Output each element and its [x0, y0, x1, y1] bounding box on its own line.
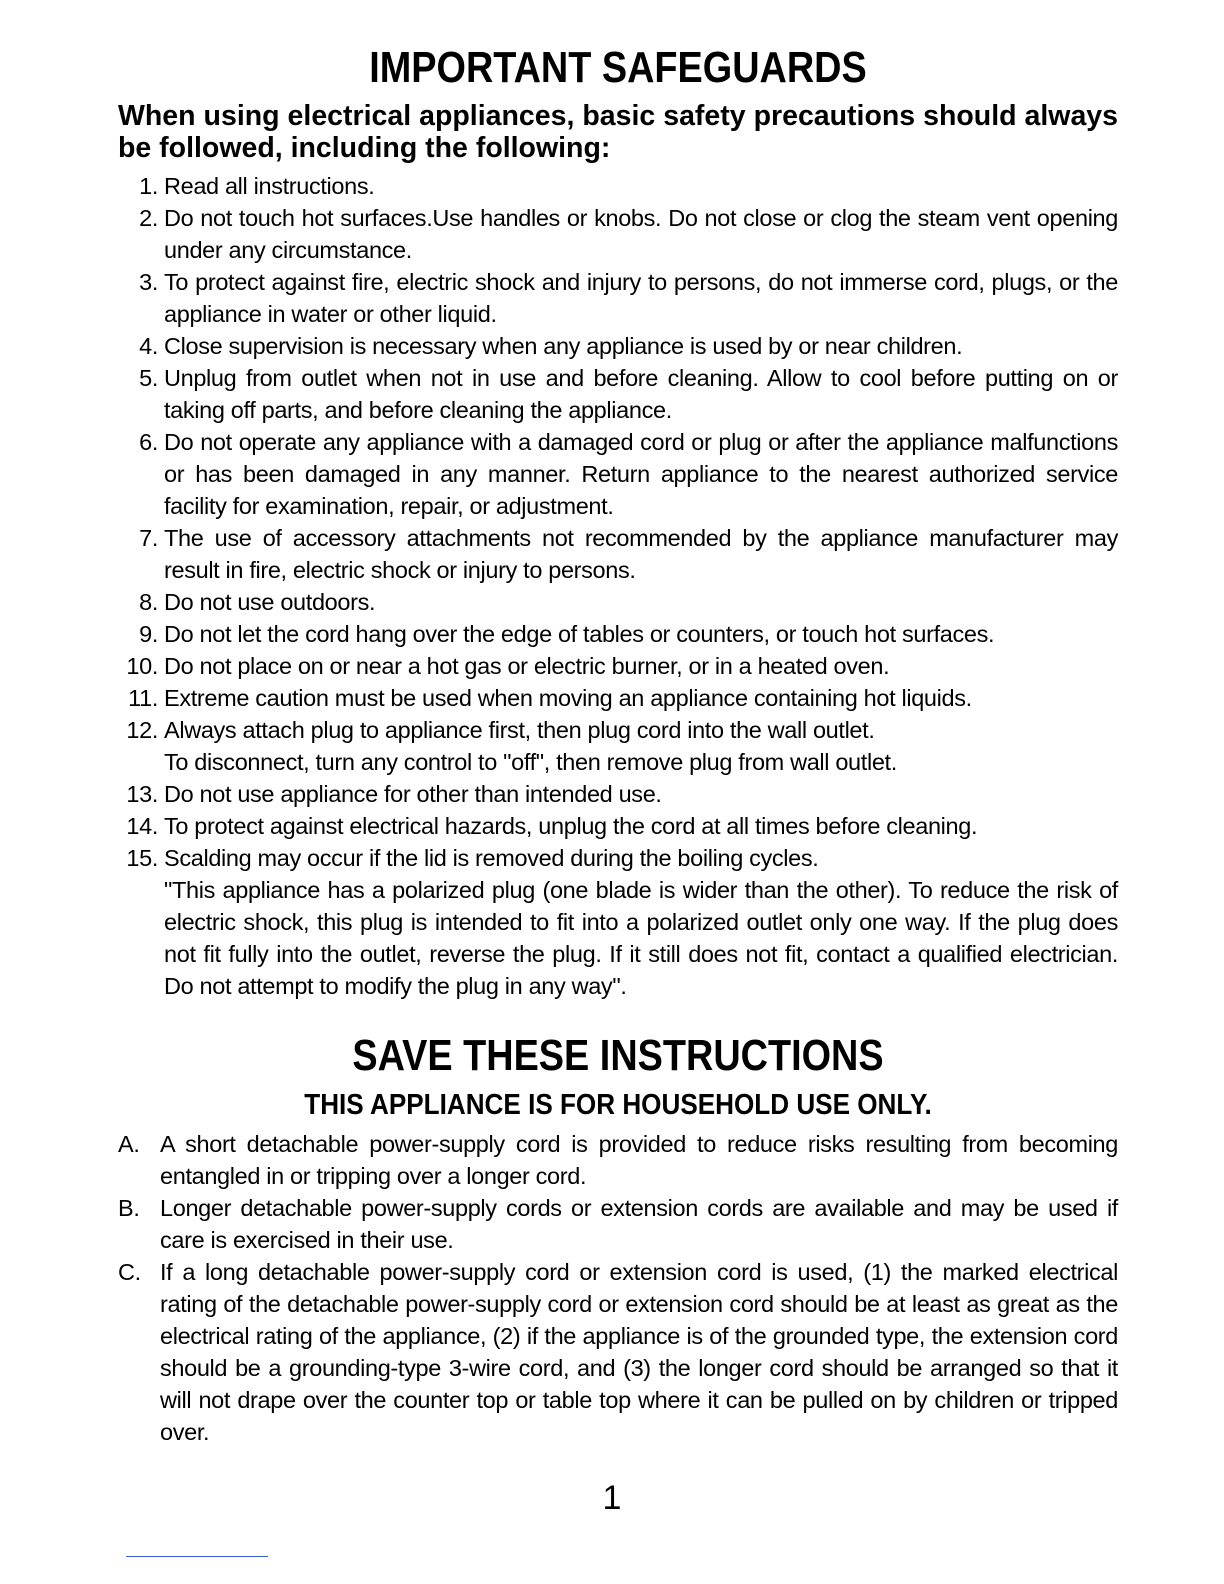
item-number: 10. [126, 653, 158, 679]
list-item [118, 362, 1118, 426]
intro-text: When using electrical appliances, basic safety precautions should always be followed, including the following: [118, 100, 1118, 164]
list-item [118, 1192, 1118, 1256]
page-number: 1 [602, 1479, 622, 1517]
item-text: Extreme caution must be used when moving an appliance containing hot liquids. [164, 685, 972, 711]
item-text: To protect against fire, electric shock and injury to persons, do not immerse cord, plugs, or the appliance in water or other liquid. [164, 269, 1118, 327]
item-text: If a long detachable power-supply cord or extension cord is used, (1) the marked electrical rating of the detachable power-supply cord or extension cord should be at least as great as the electrical rating of the appliance, (2) if the appliance is of the grounded type, the extension cord should be a grounding-type 3-wire cord, and (3) the longer cord should be arranged so that it will not drape over the counter top or table top where it can be pulled on by children or tripped over. [160, 1259, 1118, 1445]
list-item [118, 330, 1118, 362]
save-instructions-heading: SAVE THESE INSTRUCTIONS [352, 1031, 884, 1080]
item-number: 8. [139, 589, 158, 615]
list-item [118, 170, 1118, 202]
list-item [118, 522, 1118, 586]
item-number: 13. [126, 781, 158, 807]
cord-notes-list [118, 1128, 1118, 1448]
item-number: 3. [139, 269, 158, 295]
list-item [118, 1128, 1118, 1192]
page-title: IMPORTANT SAFEGUARDS [369, 43, 867, 92]
item-number: 11. [128, 685, 158, 711]
item-number: 6. [139, 429, 158, 455]
list-item [118, 714, 1118, 778]
safeguards-list [118, 170, 1118, 1002]
item-text: Always attach plug to appliance first, then plug cord into the wall outlet. [164, 717, 875, 743]
item-text: Do not use outdoors. [164, 589, 376, 615]
item-text: Longer detachable power-supply cords or extension cords are available and may be used if care is exercised in their use. [160, 1195, 1118, 1253]
item-label: C. [118, 1259, 141, 1285]
item-label: A. [118, 1131, 140, 1157]
list-item [118, 1256, 1118, 1448]
list-item [118, 586, 1118, 618]
item-label: B. [118, 1195, 140, 1221]
item-text: Read all instructions. [164, 173, 375, 199]
item-text: A short detachable power-supply cord is provided to reduce risks resulting from becoming entangled in or tripping over a longer cord. [160, 1131, 1118, 1189]
polarized-plug-note: "This appliance has a polarized plug (one blade is wider than the other). To reduce the risk of electric shock, this plug is intended to fit into a polarized outlet only one way. If the plug does not fit fully into the outlet, reverse the plug. If it still does not fit, contact a qualified electrician. Do not attempt to modify the plug in any way". [164, 877, 1118, 999]
list-item [118, 618, 1118, 650]
item-number: 7. [139, 525, 158, 551]
item-number: 2. [139, 205, 158, 231]
item-text: To protect against electrical hazards, unplug the cord at all times before cleaning. [164, 813, 978, 839]
item-text: Do not touch hot surfaces.Use handles or knobs. Do not close or clog the steam vent opening under any circumstance. [164, 205, 1118, 263]
list-item [118, 810, 1118, 842]
list-item [118, 842, 1118, 1002]
item-number: 12. [126, 717, 158, 743]
item-number: 9. [139, 621, 158, 647]
list-item [118, 426, 1118, 522]
item-note: To disconnect, turn any control to "off", then remove plug from wall outlet. [164, 749, 897, 775]
list-item [118, 650, 1118, 682]
item-text: Close supervision is necessary when any appliance is used by or near children. [164, 333, 963, 359]
item-number: 4. [139, 333, 158, 359]
item-text: The use of accessory attachments not recommended by the appliance manufacturer may result in fire, electric shock or injury to persons. [164, 525, 1118, 583]
item-text: Unplug from outlet when not in use and before cleaning. Allow to cool before putting on or taking off parts, and before cleaning the appliance. [164, 365, 1118, 423]
item-text: Do not place on or near a hot gas or electric burner, or in a heated oven. [164, 653, 890, 679]
item-text: Scalding may occur if the lid is removed during the boiling cycles. [164, 845, 819, 871]
document-page [118, 40, 1118, 1448]
item-text: Do not let the cord hang over the edge of tables or counters, or touch hot surfaces. [164, 621, 995, 647]
item-number: 14. [126, 813, 158, 839]
item-number: 15. [126, 845, 158, 871]
item-text: Do not use appliance for other than intended use. [164, 781, 662, 807]
list-item [118, 266, 1118, 330]
list-item [118, 778, 1118, 810]
footer-rule [126, 1556, 268, 1557]
item-number: 1. [139, 173, 158, 199]
household-use-subheading: THIS APPLIANCE IS FOR HOUSEHOLD USE ONLY. [304, 1089, 932, 1121]
item-text: Do not operate any appliance with a damaged cord or plug or after the appliance malfunctions or has been damaged in any manner. Return appliance to the nearest authorized service facility for examination, repair, or adjustment. [164, 429, 1118, 519]
item-number: 5. [139, 365, 158, 391]
list-item [118, 202, 1118, 266]
list-item [118, 682, 1118, 714]
